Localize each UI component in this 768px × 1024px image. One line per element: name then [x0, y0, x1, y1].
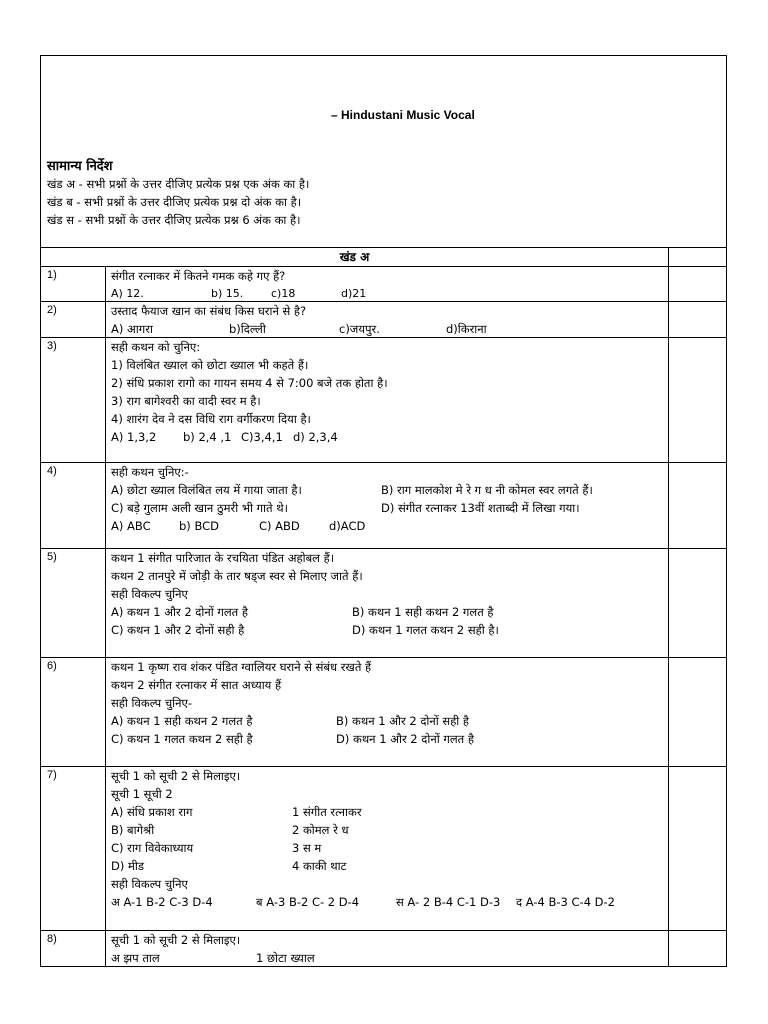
- line-text: 4) शारंग देव ने दस विधि राग वर्गीकरण दिया है।: [111, 412, 311, 426]
- question-row: [41, 337, 726, 462]
- question-text-line: [111, 302, 666, 320]
- option-text: C) ABD: [259, 519, 300, 533]
- option-text: B) कथन 1 सही कथन 2 गलत है: [352, 605, 494, 619]
- question-row: [41, 766, 726, 930]
- question-content: [111, 267, 666, 303]
- option-text: D) संगीत रत्नाकर 13वीं शताब्दी में लिखा गया।: [381, 501, 580, 515]
- question-number: 1): [47, 269, 57, 281]
- option-text: 4 काकी थाट: [292, 859, 347, 873]
- table-column-divider: [105, 931, 106, 967]
- question-number: 7): [47, 769, 57, 781]
- option-line: [111, 712, 666, 730]
- question-text-line: [111, 463, 666, 481]
- line-text: उस्ताद फैयाज खान का संबंध किस घराने से है?: [111, 304, 307, 318]
- option-text: स A- 2 B-4 C-1 D-3: [396, 895, 501, 909]
- table-column-divider: [668, 267, 669, 301]
- option-line: [111, 730, 666, 748]
- option-line: [111, 517, 666, 535]
- option-line: [111, 821, 666, 839]
- option-text: A) ABC: [111, 519, 151, 533]
- option-line: [111, 857, 666, 875]
- question-content: [111, 463, 666, 535]
- table-column-divider: [105, 658, 106, 766]
- line-text: कथन 1 संगीत पारिजात के रचयिता पंडित अहोबल हैं।: [111, 551, 335, 565]
- option-text: b)दिल्ली: [229, 322, 266, 336]
- line-text: सही विकल्प चुनिए: [111, 877, 188, 891]
- option-text: A) कथन 1 सही कथन 2 गलत है: [111, 714, 253, 728]
- option-text: b) 2,4 ,1: [183, 430, 232, 444]
- question-text-line: [111, 410, 666, 428]
- option-line: [111, 320, 666, 338]
- question-text-line: [111, 931, 666, 949]
- option-line: [111, 621, 666, 639]
- option-text: 1 छोटा ख्याल: [256, 951, 315, 965]
- question-number: 8): [47, 933, 57, 945]
- table-column-divider: [668, 549, 669, 657]
- question-number: 6): [47, 660, 57, 672]
- question-content: [111, 302, 666, 338]
- line-text: सूची 1 को सूची 2 से मिलाइए।: [111, 769, 241, 783]
- question-content: [111, 549, 666, 639]
- question-text-line: [111, 374, 666, 392]
- table-column-divider: [105, 767, 106, 930]
- table-column-divider: [105, 463, 106, 548]
- option-line: [111, 893, 666, 911]
- question-text-line: [111, 567, 666, 585]
- option-text: b) 15.: [211, 287, 244, 300]
- question-content: [111, 767, 666, 911]
- option-text: C) राग विवेकाध्याय: [111, 841, 194, 855]
- question-text-line: [111, 875, 666, 893]
- question-text-line: [111, 785, 666, 803]
- instruction-line: खंड ब - सभी प्रश्नों के उत्तर दीजिए प्रत्येक प्रश्न दो अंक का है।: [47, 195, 302, 209]
- question-number: 4): [47, 465, 57, 477]
- line-text: सही विकल्प चुनिए: [111, 587, 188, 601]
- option-text: ब A-3 B-2 C- 2 D-4: [256, 895, 360, 909]
- section-header-row: [41, 247, 726, 266]
- paper-title: – Hindustani Music Vocal: [331, 108, 475, 122]
- line-text: सही कथन को चुनिए:: [111, 340, 201, 354]
- question-text-line: [111, 694, 666, 712]
- option-text: A) कथन 1 और 2 दोनों गलत है: [111, 605, 248, 619]
- line-text: सही कथन चुनिए:-: [111, 465, 189, 479]
- option-line: [111, 428, 666, 446]
- question-content: [111, 338, 666, 446]
- option-text: C) कथन 1 गलत कथन 2 सही है: [111, 732, 253, 746]
- option-text: B) कथन 1 और 2 दोनों सही है: [336, 714, 470, 728]
- question-text-line: [111, 658, 666, 676]
- option-text: C) कथन 1 और 2 दोनों सही है: [111, 623, 245, 637]
- table-column-divider: [668, 248, 669, 266]
- table-column-divider: [668, 767, 669, 930]
- option-text: A) छोटा ख्याल विलंबित लय में गाया जाता है।: [111, 483, 302, 497]
- instructions-heading: सामान्य निर्देश: [47, 159, 113, 174]
- option-text: B) बागेश्री: [111, 823, 155, 837]
- option-text: अ A-1 B-2 C-3 D-4: [111, 895, 213, 909]
- line-text: कथन 1 कृष्ण राव शंकर पंडित ग्वालियर घराने से संबंध रखते हैं: [111, 660, 372, 674]
- question-content: [111, 658, 666, 748]
- option-text: D) कथन 1 गलत कथन 2 सही है।: [352, 623, 499, 637]
- table-column-divider: [668, 338, 669, 462]
- table-column-divider: [668, 302, 669, 337]
- question-number: 3): [47, 340, 57, 352]
- question-text-line: [111, 585, 666, 603]
- table-column-divider: [105, 267, 106, 301]
- option-text: c)जयपुर.: [339, 322, 380, 336]
- option-line: [111, 499, 666, 517]
- question-text-line: [111, 549, 666, 567]
- table-column-divider: [105, 549, 106, 657]
- table-column-divider: [668, 658, 669, 766]
- line-text: कथन 2 तानपुरे में जोड़ी के तार षड्ज स्वर से मिलाए जाते हैं।: [111, 569, 363, 583]
- option-text: D) मीड: [111, 859, 145, 873]
- paper-header: [41, 56, 726, 246]
- question-paper: [40, 55, 727, 967]
- option-text: b) BCD: [179, 519, 220, 533]
- option-text: C)3,4,1: [241, 430, 283, 444]
- question-row: [41, 657, 726, 766]
- question-text-line: [111, 338, 666, 356]
- table-column-divider: [668, 931, 669, 967]
- instruction-line: खंड अ - सभी प्रश्नों के उत्तर दीजिए प्रत्येक प्रश्न एक अंक का है।: [47, 177, 310, 191]
- question-number: 2): [47, 304, 57, 316]
- option-text: A) आगरा: [111, 322, 153, 336]
- line-text: 3) राग बागेश्वरी का वादी स्वर म है।: [111, 394, 261, 408]
- option-line: [111, 949, 666, 967]
- question-text-line: [111, 267, 666, 285]
- question-content: [111, 931, 666, 967]
- option-line: [111, 481, 666, 499]
- table-column-divider: [105, 302, 106, 337]
- section-title: खंड अ: [339, 250, 370, 264]
- line-text: 2) संधि प्रकाश रागो का गायन समय 4 से 7:00 बजे तक होता है।: [111, 376, 388, 390]
- option-text: A) 1,3,2: [111, 430, 157, 444]
- question-text-line: [111, 392, 666, 410]
- option-text: 2 कोमल रे ध: [292, 823, 349, 837]
- question-text-line: [111, 356, 666, 374]
- table-column-divider: [668, 463, 669, 548]
- option-text: 1 संगीत रत्नाकर: [292, 805, 362, 819]
- question-row: [41, 266, 726, 301]
- option-text: c)18: [271, 287, 296, 300]
- option-text: d)21: [341, 287, 367, 300]
- question-row: [41, 462, 726, 548]
- option-text: d)किराना: [446, 322, 487, 336]
- line-text: सही विकल्प चुनिए-: [111, 696, 193, 710]
- line-text: सूची 1 सूची 2: [111, 787, 173, 801]
- question-text-line: [111, 767, 666, 785]
- option-text: A) 12.: [111, 287, 144, 300]
- option-line: [111, 603, 666, 621]
- option-text: D) कथन 1 और 2 दोनों गलत है: [336, 732, 474, 746]
- question-number: 5): [47, 551, 57, 563]
- option-text: A) संधि प्रकाश राग: [111, 805, 193, 819]
- option-line: [111, 839, 666, 857]
- option-text: d) 2,3,4: [293, 430, 338, 444]
- option-text: द A-4 B-3 C-4 D-2: [516, 895, 615, 909]
- question-row: [41, 548, 726, 657]
- option-text: 3 स म: [292, 841, 322, 855]
- line-text: 1) विलंबित ख्याल को छोटा ख्याल भी कहते हैं।: [111, 358, 309, 372]
- option-text: अ झप ताल: [111, 951, 160, 965]
- line-text: सूची 1 को सूची 2 से मिलाइए।: [111, 933, 241, 947]
- option-text: B) राग मालकोश मे रे ग ध नी कोमल स्वर लगते हैं।: [381, 483, 593, 497]
- question-row: [41, 301, 726, 337]
- table-column-divider: [105, 338, 106, 462]
- question-row: [41, 930, 726, 967]
- option-line: [111, 803, 666, 821]
- question-text-line: [111, 676, 666, 694]
- instruction-line: खंड स - सभी प्रश्नों के उत्तर दीजिए प्रत्येक प्रश्न 6 अंक का है।: [47, 213, 301, 227]
- line-text: संगीत रत्नाकर में कितने गमक कहे गए हैं?: [111, 269, 286, 283]
- line-text: कथन 2 संगीत रत्नाकर में सात अध्याय हैं: [111, 678, 282, 692]
- option-text: d)ACD: [329, 519, 366, 533]
- option-text: C) बड़े गुलाम अली खान ठुमरी भी गाते थे।: [111, 501, 288, 515]
